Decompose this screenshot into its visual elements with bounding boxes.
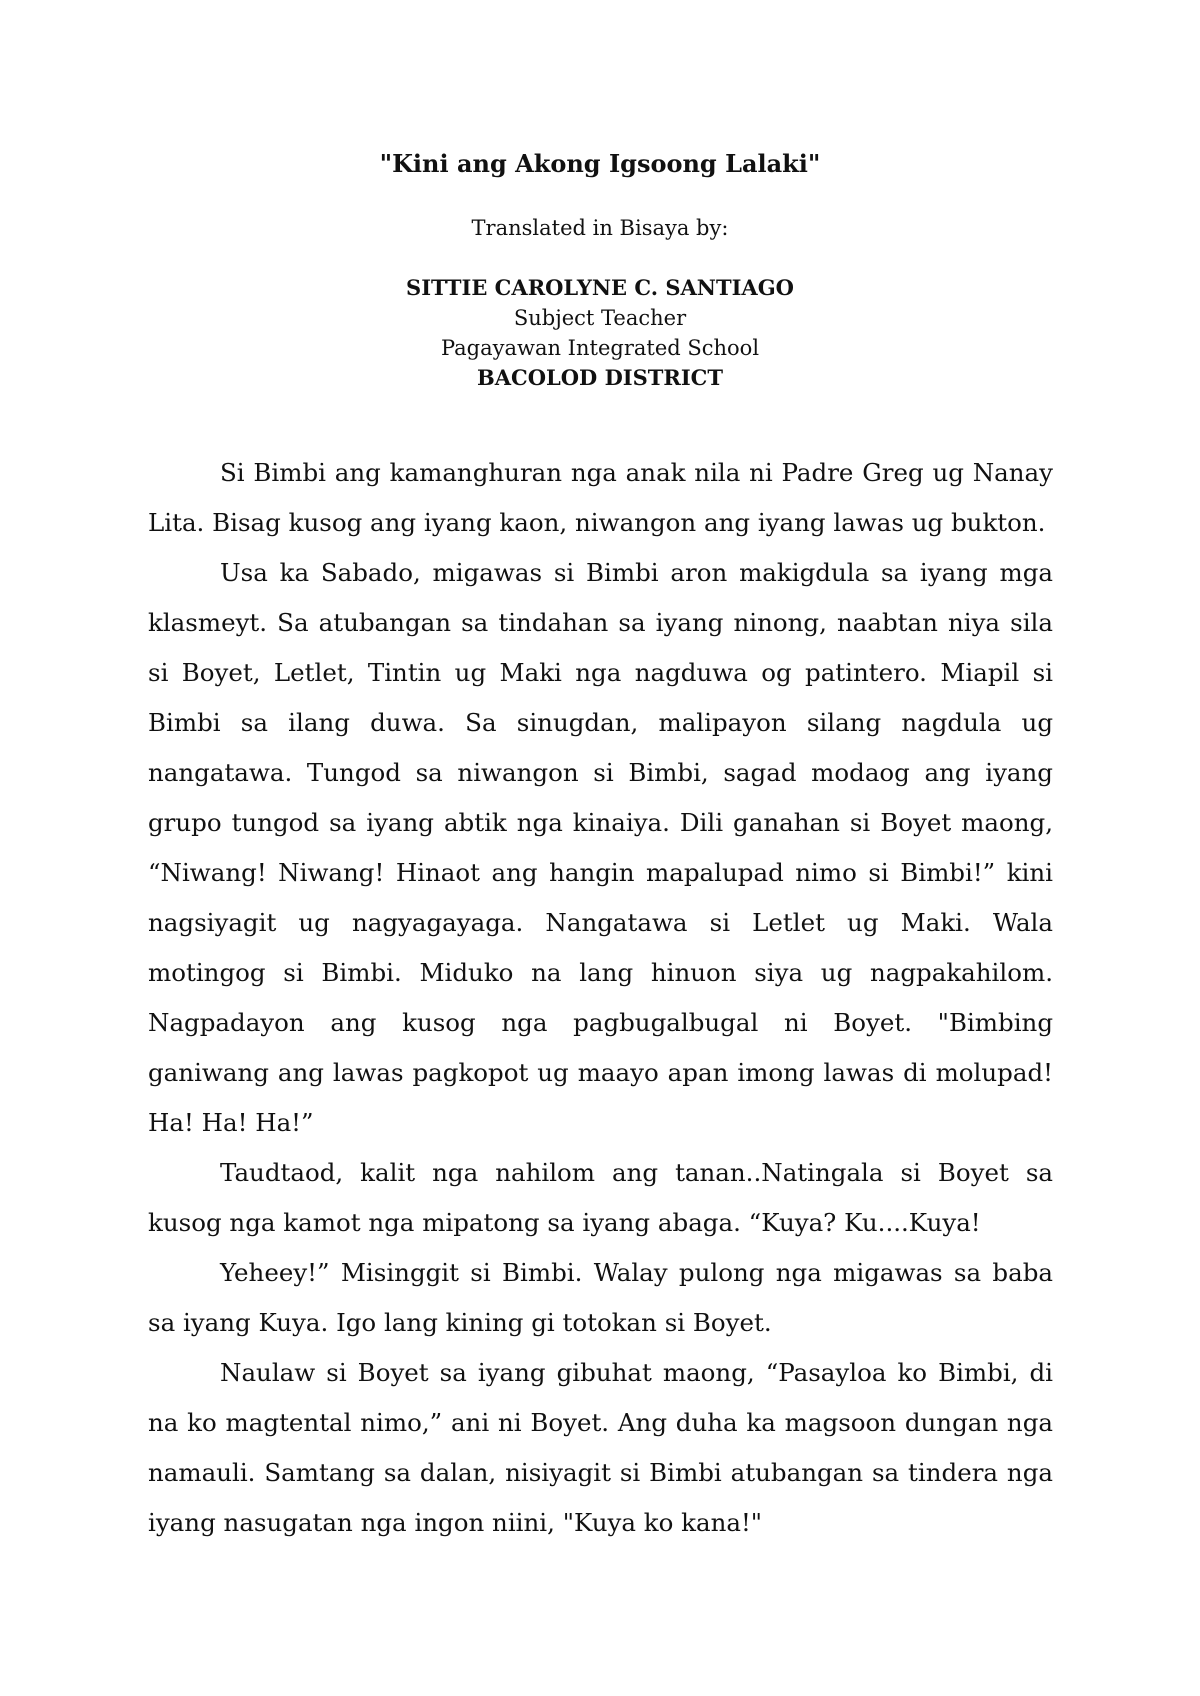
author-name: SITTIE CAROLYNE C. SANTIAGO — [406, 275, 794, 300]
school-name: Pagayawan Integrated School — [440, 336, 760, 360]
translated-by-label: Translated in Bisaya by: — [471, 216, 729, 240]
author-position: Subject Teacher — [513, 306, 687, 330]
story-paragraph-2: Usa ka Sabado, migawas si Bimbi aron makigdula sa iyang mga klasmeyt. Sa atubangan sa tindahan sa iyang ninong, naabtan niya sila si Boyet, Letlet, Tintin ug Maki nga nagduwa og patintero. Miapil si Bimbi sa ilang duwa. Sa sinugdan, malipayon silang nagdula ug nangatawa. Tungod sa niwangon si Bimbi, sagad modaog ang iyang grupo tungod sa iyang abtik nga kinaiya. Dili ganahan si Boyet maong, “Niwang! Niwang! Hinaot ang hangin mapalupad nimo si Bimbi!” kini nagsiyagit ug nagyagayaga. Nangatawa si Letlet ug Maki. Wala motingog si Bimbi. Miduko na lang hinuon siya ug nagpakahilom. Nagpadayon ang kusog nga pagbugalbugal ni Boyet. "Bimbing ganiwang ang lawas pagkopot ug maayo apan imong lawas di molupad! Ha! Ha! Ha!” — [148, 558, 1053, 1137]
document-title: "Kini ang Akong Igsoong Lalaki" — [379, 149, 821, 178]
author-block — [0, 273, 1200, 393]
district-name: BACOLOD DISTRICT — [476, 365, 724, 390]
story-body — [148, 448, 1053, 1548]
story-paragraph-5: Naulaw si Boyet sa iyang gibuhat maong, “Pasayloa ko Bimbi, di na ko magtental nimo,” ani ni Boyet. Ang duha ka magsoon dungan nga namauli. Samtang sa dalan, nisiyagit si Bimbi atubangan sa tindera nga iyang nasugatan nga ingon niini, "Kuya ko kana!" — [148, 1358, 1053, 1537]
story-paragraph-4: Yeheey!” Misinggit si Bimbi. Walay pulong nga migawas sa baba sa iyang Kuya. Igo lang kining gi totokan si Boyet. — [148, 1258, 1053, 1337]
story-paragraph-1: Si Bimbi ang kamanghuran nga anak nila ni Padre Greg ug Nanay Lita. Bisag kusog ang iyang kaon, niwangon ang iyang lawas ug bukton. — [148, 458, 1053, 537]
story-paragraph-3: Taudtaod, kalit nga nahilom ang tanan..Natingala si Boyet sa kusog nga kamot nga mipatong sa iyang abaga. “Kuya? Ku....Kuya! — [148, 1158, 1053, 1237]
